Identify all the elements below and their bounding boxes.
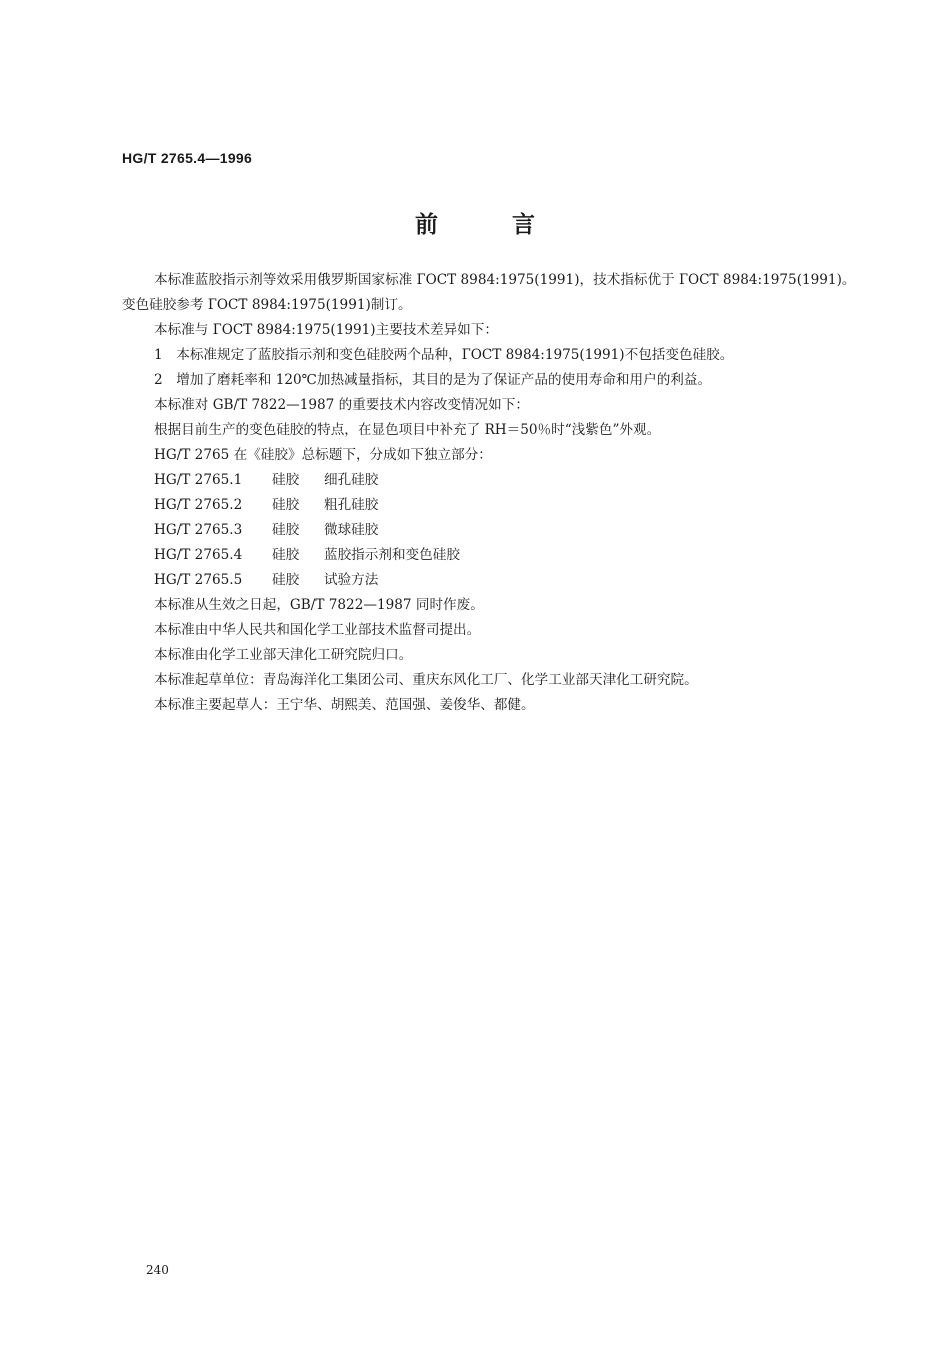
part-name: 细孔硅胶 — [324, 472, 379, 488]
part-list-item — [122, 468, 862, 493]
page-number: 240 — [146, 1263, 169, 1277]
part-list-item — [122, 543, 862, 568]
page-title — [0, 206, 950, 239]
part-name: 试验方法 — [324, 572, 379, 588]
part-category: 硅胶 — [272, 472, 300, 488]
part-name: 粗孔硅胶 — [324, 497, 379, 513]
part-category: 硅胶 — [272, 497, 300, 513]
paragraph-proposed-by: 本标准由中华人民共和国化学工业部技术监督司提出。 — [154, 622, 481, 638]
paragraph-adoption: 本标准蓝胶指示剂等效采用俄罗斯国家标准 ГОСТ 8984:1975(1991)，技术指标优于 ГОСТ 8984:1975(1991)。变色硅胶参考 ГОСТ 8984:1975(1991)制订。 — [122, 272, 856, 313]
paragraph-change-detail: 根据目前生产的变色硅胶的特点，在显色项目中补充了 RH＝50％时“浅紫色”外观。 — [154, 422, 661, 438]
paragraph-administered-by: 本标准由化学工业部天津化工研究院归口。 — [154, 647, 413, 663]
paragraph-drafters: 本标准主要起草人：王宁华、胡熙美、范国强、姜俊华、都健。 — [154, 697, 535, 713]
part-category: 硅胶 — [272, 572, 300, 588]
paragraph-changes-intro: 本标准对 GB/T 7822—1987 的重要技术内容改变情况如下： — [154, 397, 529, 413]
paragraph-difference-2: 2 增加了磨耗率和 120℃加热减量指标，其目的是为了保证产品的使用寿命和用户的利益。 — [154, 372, 712, 388]
paragraph-parts-intro: HG/T 2765 在《硅胶》总标题下，分成如下独立部分： — [154, 447, 492, 463]
part-category: 硅胶 — [272, 522, 300, 538]
part-name: 微球硅胶 — [324, 522, 379, 538]
paragraph-supersedes: 本标准从生效之日起，GB/T 7822—1987 同时作废。 — [154, 597, 484, 613]
foreword-body — [122, 268, 862, 718]
paragraph-differences-intro: 本标准与 ГОСТ 8984:1975(1991)主要技术差异如下： — [154, 322, 498, 338]
part-code: HG/T 2765.4 — [154, 547, 243, 563]
title-char-2: 言 — [512, 212, 535, 238]
part-code: HG/T 2765.5 — [154, 572, 243, 588]
part-category: 硅胶 — [272, 547, 300, 563]
standard-code: HG/T 2765.4—1996 — [122, 150, 253, 166]
part-list-item — [122, 518, 862, 543]
part-code: HG/T 2765.2 — [154, 497, 243, 513]
paragraph-drafting-units: 本标准起草单位：青岛海洋化工集团公司、重庆东风化工厂、化学工业部天津化工研究院。 — [154, 672, 698, 688]
part-name: 蓝胶指示剂和变色硅胶 — [324, 547, 460, 563]
title-char-1: 前 — [415, 212, 438, 238]
part-list-item — [122, 568, 862, 593]
part-code: HG/T 2765.3 — [154, 522, 243, 538]
part-list-item — [122, 493, 862, 518]
paragraph-difference-1: 1 本标准规定了蓝胶指示剂和变色硅胶两个品种，ГОСТ 8984:1975(1991)不包括变色硅胶。 — [154, 347, 734, 363]
part-code: HG/T 2765.1 — [154, 472, 243, 488]
